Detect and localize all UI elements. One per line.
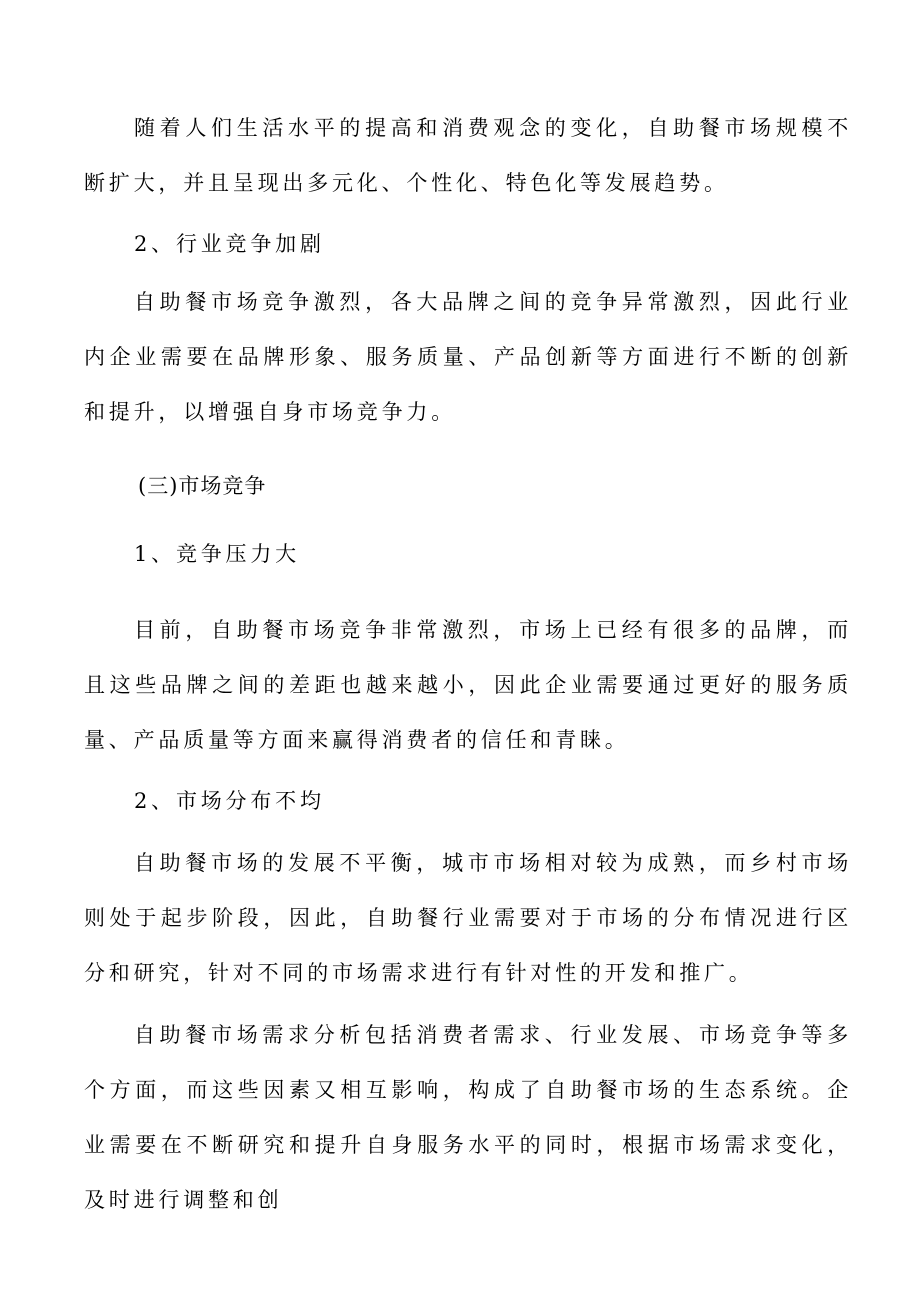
heading-market-competition: (三)市场竞争: [138, 474, 267, 498]
heading-market-distribution: 2、市场分布不均: [134, 789, 325, 813]
paragraph-competition-pressure: 目前，自助餐市场竞争非常激烈，市场上已经有很多的品牌，而且这些品牌之间的差距也越来越小，因此企业需要通过更好的服务质量、产品质量等方面来赢得消费者的信任和青睐。: [84, 618, 852, 752]
heading-industry-competition: 2、行业竞争加剧: [134, 232, 325, 256]
paragraph-market-distribution: 自助餐市场的发展不平衡，城市市场相对较为成熟，而乡村市场则处于起步阶段，因此，自助餐行业需要对于市场的分布情况进行区分和研究，针对不同的市场需求进行有针对性的开发和推广。: [84, 851, 852, 985]
heading-competition-pressure: 1、竞争压力大: [134, 542, 300, 566]
paragraph-demand-analysis: 自助餐市场需求分析包括消费者需求、行业发展、市场竞争等多个方面，而这些因素又相互影响，构成了自助餐市场的生态系统。企业需要在不断研究和提升自身服务水平的同时，根据市场需求变化，及时进行调整和创: [84, 1023, 852, 1212]
paragraph-market-scale: 随着人们生活水平的提高和消费观念的变化，自助餐市场规模不断扩大，并且呈现出多元化、个性化、特色化等发展趋势。: [84, 116, 852, 195]
paragraph-industry-competition: 自助餐市场竞争激烈，各大品牌之间的竞争异常激烈，因此行业内企业需要在品牌形象、服务质量、产品创新等方面进行不断的创新和提升，以增强自身市场竞争力。: [84, 290, 852, 424]
